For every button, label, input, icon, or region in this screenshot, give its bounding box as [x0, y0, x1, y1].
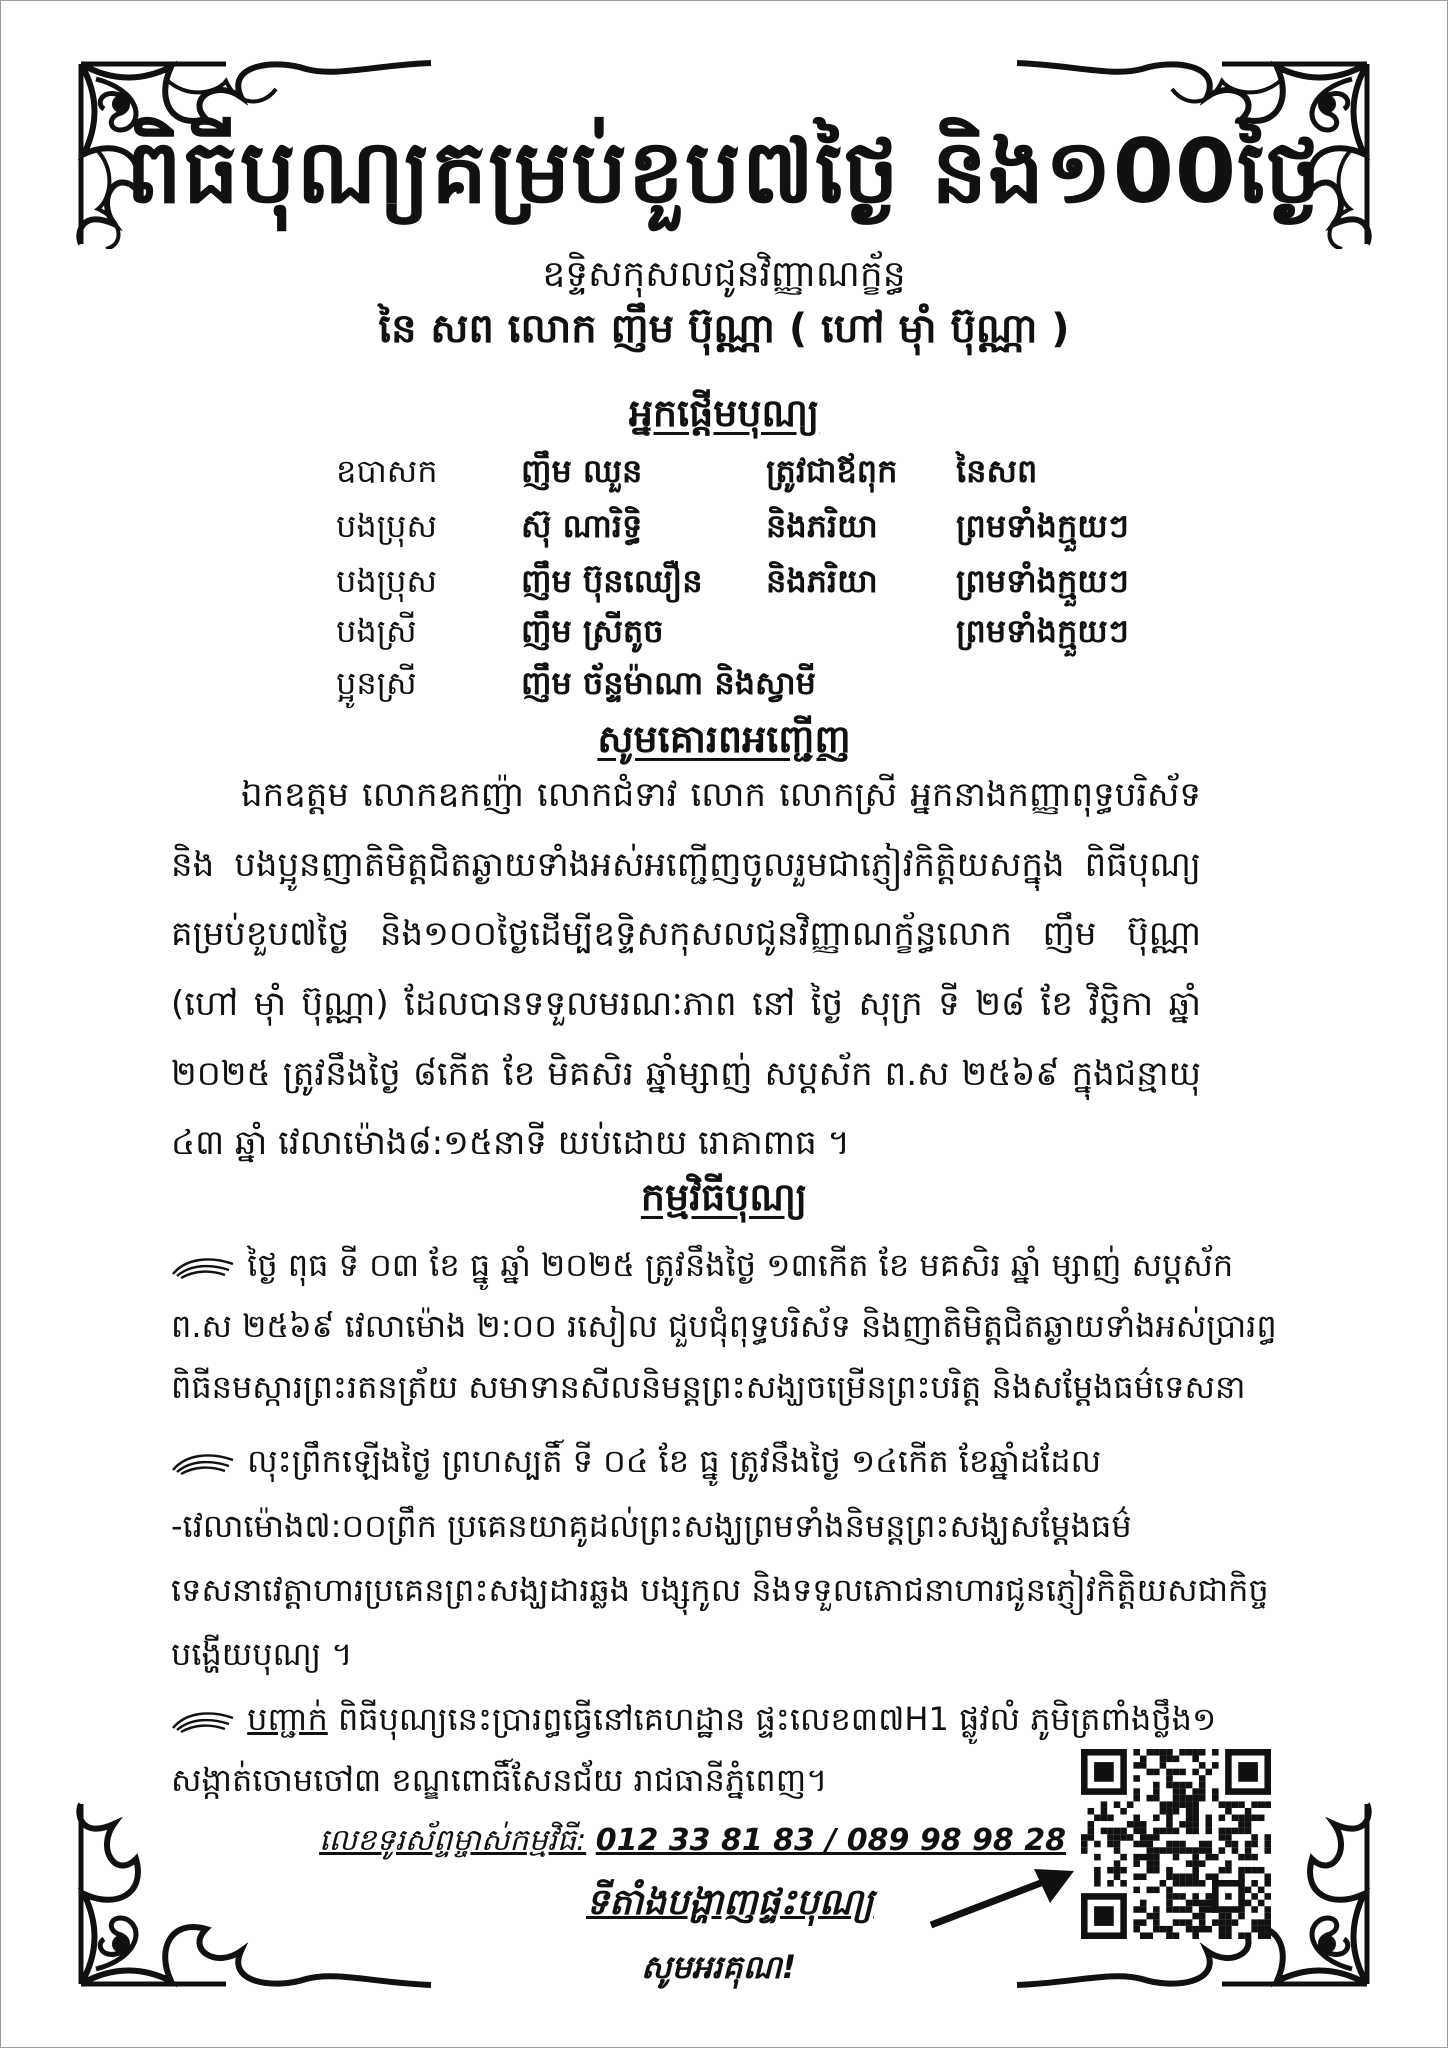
organizer-note: ព្រមទាំងក្មួយៗ: [956, 507, 1129, 545]
qr-code-icon[interactable]: [1081, 1749, 1271, 1939]
organizer-note: នៃសព: [956, 452, 1038, 490]
program-item: [171, 1431, 1301, 1492]
program-item-1: ថ្ងៃ ពុធ ទី ០៣ ខែ ធ្នូ ឆ្នាំ ២០២៥ ត្រូវនឹងថ្ងៃ ១៣កើត ខែ មគសិរ ឆ្នាំ ម្សាញ់ សប្តស័ក ព.ស ២៥៦៩ វេលាម៉ោង ២:០០ រសៀល ជួបជុំពុទ្ធបរិស័ទ និងញាតិមិត្តជិតឆ្ងាយទាំងអស់ប្រារព្ធពិធីនមស្ការព្រះរតនត្រ័យ សមាទានសីលនិមន្តព្រះសង្ឃចម្រើនព្រះបរិត្ត និងសម្តែងធម៌ទេសនា: [171, 1246, 1277, 1406]
organizer-relation: បងស្រី: [336, 612, 417, 650]
invitation-paragraph: [171, 761, 1201, 1179]
organizer-note: ព្រមទាំងក្មួយៗ: [956, 562, 1129, 600]
organizer-name: ញឹម ស្រីតូច: [521, 612, 664, 650]
program-item-2-detail: -វេលាម៉ោង៧:០០ព្រឹក ប្រគេនយាគូដល់ព្រះសង្ឃព្រមទាំងនិមន្តព្រះសង្ឃសម្តែងធម៌ទេសនាវេត្តាហារប្រគេនព្រះសង្ឃដារឆ្លង បង្សុកូល និងទទួលភោជនាហារជូនភ្ញៀវកិត្តិយសជាកិច្ចបង្ហើយបុណ្យ ។: [171, 1507, 1269, 1673]
subtitle: ឧទ្ទិសកុសលជូនវិញ្ញាណក្ខ័ន្ធ: [542, 254, 906, 295]
swirl-bullet-icon: [171, 1708, 237, 1734]
organizer-note: ព្រមទាំងក្មួយៗ: [956, 612, 1129, 650]
phone-line: [319, 1821, 1066, 1865]
organizer-name: ស៊ុ ណារិទ្ធិ: [521, 507, 643, 545]
program-heading: កម្មវិធីបុណ្យ: [640, 1175, 808, 1219]
organizer-name: ញឹម ប៊ុនឈឿន: [521, 562, 703, 600]
program-item-2: លុះព្រឹកឡើងថ្ងៃ ព្រហស្បតិ៍ ទី ០៤ ខែ ធ្នូ ត្រូវនឹងថ្ងៃ ១៤កើត ខែឆ្នាំដដែល: [247, 1442, 1102, 1480]
page-title: ពិធីបុណ្យគម្រប់ខួប៧ថ្ងៃ និង១00ថ្ងៃ: [126, 120, 1322, 223]
note-label: បញ្ជាក់: [247, 1700, 328, 1738]
invitation-text: ឯកឧត្តម លោកឧកញ៉ា លោកជំទាវ លោក លោកស្រី អ្នកនាងកញ្ញាពុទ្ធបរិស័ទ និង បងប្អូនញាតិមិត្តជិតឆ្ងាយទាំងអស់អញ្ជើញចូលរួមជាភ្ញៀវកិត្តិយសក្នុង ពិធីបុណ្យគម្រប់ខួប៧ថ្ងៃ និង១០០ថ្ងៃដើម្បីឧទ្ទិសកុសលជូនវិញ្ញាណក្ខ័ន្ធលោក ញឹម ប៊ុណ្ណា (ហៅ ម៉ាំ ប៊ុណ្ណា) ដែលបានទទួលមរណៈភាព នៅ ថ្ងៃ សុក្រ ទី ២៨ ខែ វិច្ឆិកា ឆ្នាំ ២០២៥ ត្រូវនឹងថ្ងៃ ៨កើត ខែ មិគសិរ ឆ្នាំម្សាញ់ សប្តស័ក ព.ស ២៥៦៩ ក្នុងជន្មាយុ ៤៣ ឆ្នាំ វេលាម៉ោង៨:១៥នាទី យប់ដោយ រោគាពាធ ។: [171, 775, 1202, 1164]
organizer-role: និងភរិយា: [766, 507, 878, 545]
organizer-role: ត្រូវជាឪពុក: [766, 452, 898, 490]
phone-numbers: 012 33 81 83 / 089 98 98 28: [595, 1823, 1066, 1858]
note-text: ពិធីបុណ្យនេះប្រារព្ធធ្វើនៅគេហដ្ឋាន ផ្ទះលេខ៣៧H1 ផ្លូវលំ ភូមិត្រពាំងថ្លឹង១ សង្កាត់ចោមចៅ៣ ខណ្ឌពោធិ៍សែនជ័យ រាជធានីភ្នំពេញ។: [171, 1700, 1217, 1799]
organizer-relation: បងប្រុស: [336, 562, 437, 600]
organizer-name: ញឹម ឈួន: [521, 452, 643, 490]
organizer-relation: ឧបាសក: [336, 452, 438, 490]
program-item: [171, 1235, 1301, 1417]
organizer-relation: បងប្រុស: [336, 507, 437, 545]
map-location-label: ទីតាំងបង្ហាញផ្ទះបុណ្យ: [586, 1882, 874, 1923]
deceased-name-line: នៃ សព លោក ញឹម ប៊ុណ្ណា ( ហៅ ម៉ាំ ប៊ុណ្ណា ): [378, 306, 1070, 352]
organizer-relation: ប្អូនស្រី: [336, 664, 417, 702]
phone-label: លេខទូរស័ព្ទម្ចាស់កម្មវិធី:: [319, 1823, 587, 1858]
organizers-heading: អ្នកផ្តើមបុណ្យ: [628, 391, 820, 435]
invitation-heading: សូមគោរពអញ្ជើញ: [597, 717, 851, 761]
organizer-name: ញឹម ច័ន្ទម៉ាណា និងស្វាមី: [521, 664, 816, 702]
swirl-bullet-icon: [171, 1450, 237, 1476]
arrow-icon: [926, 1863, 1076, 1933]
swirl-bullet-icon: [171, 1254, 237, 1280]
thanks-text: សូមអរគុណ!: [641, 1948, 797, 1986]
organizer-role: និងភរិយា: [766, 562, 878, 600]
